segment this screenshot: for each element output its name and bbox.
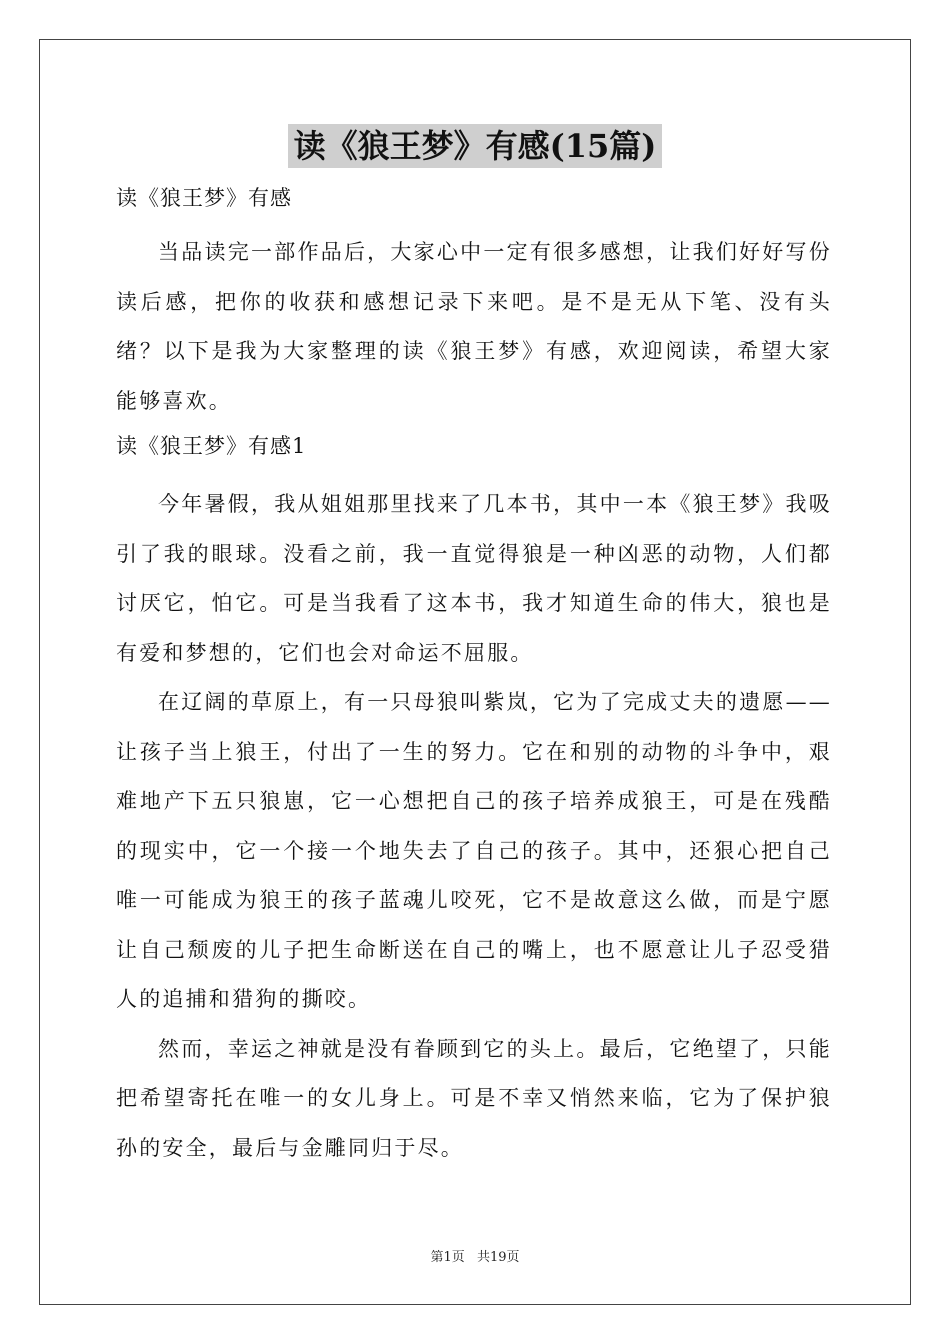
- section-heading: 读《狼王梦》有感1: [116, 434, 307, 458]
- document-subtitle: 读《狼王梦》有感: [116, 186, 292, 210]
- body-paragraph: 今年暑假，我从姐姐那里找来了几本书，其中一本《狼王梦》我吸引了我的眼球。没看之前，我一直觉得狼是一种凶恶的动物，人们都讨厌它，怕它。可是当我看了这本书，我才知道生命的伟大，狼也是有爱和梦想的，它们也会对命运不屈服。: [116, 492, 832, 665]
- body-paragraph: 在辽阔的草原上，有一只母狼叫紫岚，它为了完成丈夫的遗愿——让孩子当上狼王，付出了一生的努力。它在和别的动物的斗争中，艰难地产下五只狼崽，它一心想把自己的孩子培养成狼王，可是在残酷的现实中，它一个接一个地失去了自己的孩子。其中，还狠心把自己唯一可能成为狼王的孩子蓝魂儿咬死，它不是故意这么做，而是宁愿让自己颓废的儿子把生命断送在自己的嘴上，也不愿意让儿子忍受猎人的追捕和猎狗的撕咬。: [116, 690, 832, 1011]
- page-footer: [0, 1246, 950, 1265]
- body-paragraph: 然而，幸运之神就是没有眷顾到它的头上。最后，它绝望了，只能把希望寄托在唯一的女儿身上。可是不幸又悄然来临，它为了保护狼孙的安全，最后与金雕同归于尽。: [116, 1036, 832, 1160]
- document-title: 读《狼王梦》有感(15篇): [288, 124, 663, 168]
- title-container: [0, 124, 950, 168]
- page-number: 第1页: [430, 1250, 465, 1265]
- page-total: 共19页: [476, 1250, 520, 1265]
- intro-paragraph: 当品读完一部作品后，大家心中一定有很多感想，让我们好好写份读后感，把你的收获和感想记录下来吧。是不是无从下笔、没有头绪？以下是我为大家整理的读《狼王梦》有感，欢迎阅读，希望大家能够喜欢。: [116, 240, 832, 413]
- document-body: [116, 178, 832, 1173]
